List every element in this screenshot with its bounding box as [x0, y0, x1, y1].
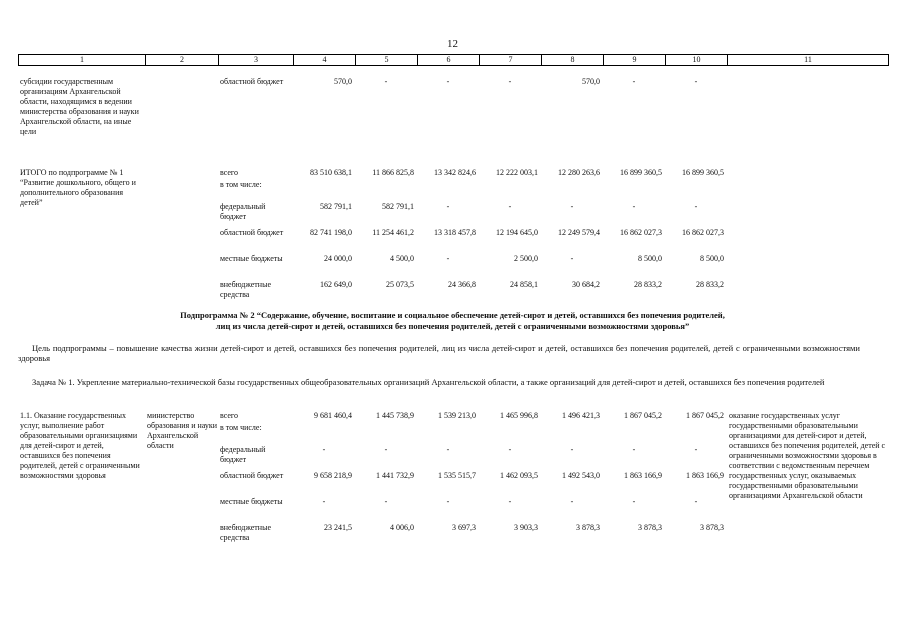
- subprogram-title-line-2: лиц из числа детей-сирот и детей, оставшихся без попечения родителей, детей с ограниченными возможностями здоровья”: [215, 321, 690, 331]
- amount-cell: [355, 423, 417, 445]
- amount-cell: 3 878,3: [576, 523, 600, 532]
- executor: [145, 77, 218, 147]
- amount-cell: -: [570, 254, 574, 263]
- amount-cell: 24 366,8: [448, 280, 476, 289]
- amount-cell: 162 649,0: [320, 280, 352, 289]
- subprogram-title-line-1: Подпрограмма № 2 “Содержание, обучение, воспитание и социальное обеспечение детей-сирот и детей, оставшихся без попечения родителей,: [180, 310, 725, 320]
- col-header: 8: [542, 55, 604, 66]
- funding-block-subsidies: [18, 77, 888, 147]
- amount-cell: -: [384, 497, 388, 506]
- activity-name: 1.1. Оказание государственных услуг, выполнение работ образовательными организациями для детей-сирот и детей, оставшихся без попечения родителей, детей с ограниченными возможностями здоровья: [20, 411, 140, 480]
- amount-cell: -: [570, 497, 574, 506]
- amount-cell: [541, 180, 603, 202]
- amount-cell: 1 441 732,9: [376, 471, 414, 480]
- amount-cell: 16 862 027,3: [682, 228, 724, 237]
- amount-cell: 3 878,3: [638, 523, 662, 532]
- funding-source: всего: [220, 168, 239, 177]
- amount-cell: 1 445 738,9: [376, 411, 414, 420]
- amount-cell: 16 862 027,3: [620, 228, 662, 237]
- amount-cell: -: [632, 445, 636, 454]
- amount-cell: [665, 423, 727, 445]
- amount-cell: -: [322, 445, 326, 454]
- amount-cell: [603, 423, 665, 445]
- amount-cell: 1 863 166,9: [624, 471, 662, 480]
- amount-cell: 28 833,2: [634, 280, 662, 289]
- amount-cell: -: [446, 202, 450, 211]
- funding-row: [18, 411, 888, 423]
- amount-cell: [293, 423, 355, 445]
- amount-cell: -: [508, 202, 512, 211]
- amount-cell: 582 791,1: [320, 202, 352, 211]
- amount-cell: -: [694, 497, 698, 506]
- funding-source: федеральный бюджет: [220, 202, 266, 221]
- amount-cell: [293, 180, 355, 202]
- col-header: 6: [418, 55, 480, 66]
- amount-cell: 1 539 213,0: [438, 411, 476, 420]
- amount-cell: 570,0: [334, 77, 352, 86]
- amount-cell: 12 194 645,0: [496, 228, 538, 237]
- amount-cell: [417, 180, 479, 202]
- amount-cell: 3 878,3: [700, 523, 724, 532]
- amount-cell: 4 006,0: [390, 523, 414, 532]
- amount-cell: -: [694, 202, 698, 211]
- amount-cell: -: [446, 445, 450, 454]
- amount-cell: -: [446, 254, 450, 263]
- funding-source: местные бюджеты: [220, 497, 283, 506]
- funding-source: в том числе:: [220, 423, 262, 432]
- amount-cell: -: [570, 445, 574, 454]
- amount-cell: 1 535 515,7: [438, 471, 476, 480]
- amount-cell: -: [384, 77, 388, 86]
- amount-cell: [355, 180, 417, 202]
- amount-cell: 24 000,0: [324, 254, 352, 263]
- amount-cell: -: [508, 445, 512, 454]
- amount-cell: 1 465 996,8: [500, 411, 538, 420]
- amount-cell: 9 681 460,4: [314, 411, 352, 420]
- amount-cell: -: [694, 445, 698, 454]
- amount-cell: 82 741 198,0: [310, 228, 352, 237]
- col-header: 5: [356, 55, 418, 66]
- funding-source: федеральный бюджет: [220, 445, 266, 464]
- col-header: 1: [19, 55, 146, 66]
- amount-cell: 83 510 638,1: [310, 168, 352, 177]
- amount-cell: 570,0: [582, 77, 600, 86]
- funding-source: областной бюджет: [220, 471, 284, 480]
- funding-block-state-services: [18, 411, 888, 593]
- amount-cell: -: [694, 77, 698, 86]
- amount-cell: 1 863 166,9: [686, 471, 724, 480]
- amount-cell: 1 462 093,5: [500, 471, 538, 480]
- amount-cell: 12 249 579,4: [558, 228, 600, 237]
- funding-block-total-subprogram-1: [18, 168, 888, 304]
- amount-cell: -: [632, 77, 636, 86]
- col-header: 2: [146, 55, 219, 66]
- funding-source: внебюджетные средства: [220, 280, 271, 299]
- amount-cell: [541, 423, 603, 445]
- funding-row: [18, 168, 888, 180]
- amount-cell: 9 658 218,9: [314, 471, 352, 480]
- amount-cell: 11 866 825,8: [372, 168, 414, 177]
- funding-source: местные бюджеты: [220, 254, 283, 263]
- amount-cell: 3 697,3: [452, 523, 476, 532]
- amount-cell: 4 500,0: [390, 254, 414, 263]
- amount-cell: 13 318 457,8: [434, 228, 476, 237]
- expected-result: оказание государственных услуг государственными образовательными организациями для детей-сирот и детей, оставшихся без попечения родителей, детей с ограниченными возможностями здоровья в соответствии с ведомственным перечнем государственных услуг, оказываемых государственными образовательными организациями Архангельской области: [729, 411, 886, 500]
- amount-cell: 1 867 045,2: [686, 411, 724, 420]
- amount-cell: [603, 180, 665, 202]
- amount-cell: [665, 180, 727, 202]
- col-header: 9: [604, 55, 666, 66]
- subprogram-task: Задача № 1. Укрепление материально-технической базы государственных общеобразовательных организаций Архангельской области, а также организаций для детей-сирот и детей, оставшихся без попечения родителей: [32, 377, 825, 387]
- funding-source: в том числе:: [220, 180, 262, 189]
- amount-cell: 25 073,5: [386, 280, 414, 289]
- amount-cell: -: [508, 497, 512, 506]
- amount-cell: -: [570, 202, 574, 211]
- amount-cell: -: [632, 497, 636, 506]
- funding-row: [18, 77, 888, 147]
- amount-cell: [479, 423, 541, 445]
- page-number: 12: [447, 38, 458, 50]
- funding-source: всего: [220, 411, 239, 420]
- amount-cell: [417, 423, 479, 445]
- amount-cell: -: [322, 497, 326, 506]
- amount-cell: 24 858,1: [510, 280, 538, 289]
- amount-cell: -: [384, 445, 388, 454]
- amount-cell: 16 899 360,5: [682, 168, 724, 177]
- col-header: 11: [728, 55, 889, 66]
- amount-cell: [479, 180, 541, 202]
- amount-cell: 1 496 421,3: [562, 411, 600, 420]
- amount-cell: 2 500,0: [514, 254, 538, 263]
- amount-cell: 23 241,5: [324, 523, 352, 532]
- amount-cell: 8 500,0: [638, 254, 662, 263]
- subprogram-goal: Цель подпрограммы – повышение качества жизни детей-сирот и детей, оставшихся без попечения родителей, лиц из числа детей-сирот и детей, оставшихся без попечения родителей, детей с ограниченными возможностями здоровья: [18, 343, 860, 363]
- amount-cell: 16 899 360,5: [620, 168, 662, 177]
- amount-cell: 11 254 461,2: [372, 228, 414, 237]
- funding-source: внебюджетные средства: [220, 523, 271, 542]
- activity-name: субсидии государственным организациям Архангельской области, находящимся в ведении министерства образования и науки Архангельской области, на иные цели: [20, 77, 139, 136]
- executor: [145, 168, 218, 304]
- col-header: 4: [294, 55, 356, 66]
- amount-cell: 582 791,1: [382, 202, 414, 211]
- col-header: 10: [666, 55, 728, 66]
- executor: министерство образования и науки Архангельской области: [147, 411, 218, 450]
- amount-cell: 13 342 824,6: [434, 168, 476, 177]
- amount-cell: 12 280 263,6: [558, 168, 600, 177]
- column-numbers-row: [19, 55, 889, 66]
- amount-cell: 1 492 543,0: [562, 471, 600, 480]
- amount-cell: -: [446, 77, 450, 86]
- amount-cell: 3 903,3: [514, 523, 538, 532]
- amount-cell: -: [508, 77, 512, 86]
- amount-cell: -: [446, 497, 450, 506]
- expected-result: [727, 77, 888, 147]
- amount-cell: 1 867 045,2: [624, 411, 662, 420]
- amount-cell: -: [632, 202, 636, 211]
- activity-name: ИТОГО по подпрограмме № 1 “Развитие дошкольного, общего и дополнительного образования детей”: [20, 168, 136, 207]
- funding-source: областной бюджет: [220, 228, 284, 237]
- amount-cell: 12 222 003,1: [496, 168, 538, 177]
- amount-cell: 28 833,2: [696, 280, 724, 289]
- col-header: 3: [219, 55, 294, 66]
- amount-cell: 30 684,2: [572, 280, 600, 289]
- funding-source: областной бюджет: [220, 77, 284, 86]
- amount-cell: 8 500,0: [700, 254, 724, 263]
- col-header: 7: [480, 55, 542, 66]
- expected-result: [727, 168, 888, 304]
- header-table: [18, 54, 889, 66]
